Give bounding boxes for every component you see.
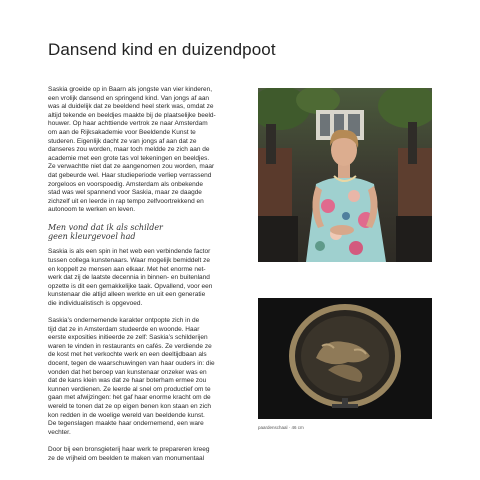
intro-paragraph: Saskia groeide op in Baarn als jongste van vier kinderen, een vrolijk dansend en springend kind. Van jongs af aan was al duidelijk dat ze beeldend heel sterk was, omdat ze altijd tekende en beeldjes maakte bij de plaatselijke beeld- houwer. Op haar achttiende vertrok ze naar Amsterdam om aan de Rijksakademie voor Beeldende Kunst te studeren. Eigenlijk dacht ze van jongs af aan dat ze danseres zou worden, maar toch meldde ze zich aan de academie met een grote tas vol tekeningen en beeldjes. Ze verwachtte niet dat ze aangenomen zou worden, maar dat gebeurde wel. Haar studieperiode verliep verrassend zorgeloos en voorspoedig. Amsterdam als onbekende stad was wel spannend voor Saskia, maar ze daagde zichzelf uit en leerde in rap tempo zelfvoortrekkend en autonoom te werken en leven. — [48, 86, 216, 214]
plate-caption: paardenschaal · 46 cm — [258, 425, 304, 430]
portrait-illustration — [258, 88, 432, 262]
plate-photo — [258, 298, 432, 419]
paragraph-foundry: Door bij een bronsgieterij haar werk te prepareren kreeg ze de vrijheid om beelden te maken van monumentaal — [48, 445, 210, 462]
portrait-photo — [258, 88, 432, 262]
plate-illustration — [258, 298, 432, 419]
page-title: Dansend kind en duizendpoot — [48, 40, 276, 59]
paragraph-entrepreneur: Saskia’s ondernemende karakter ontpopte zich in de tijd dat ze in Amsterdam studeerde en woonde. Haar eerste exposities initieerde ze zelf: Saskia’s schilderijen waren te vinden in restaurants en cafés. Ze verdiende ze de kost met het verkochte werk en een deeltijdbaan als docent, tegen de waarschuwingen van haar ouders in: die vonden dat het beroep van kunstenaar onzeker was en dat de kans klein was dat ze haar boterham ermee zou kunnen verdienen. Ze leerde al snel om productief om te gaan met afwijzingen: het gaf haar enorme kracht om de wereld te tonen dat ze op eigen benen kon staan en zich kon redden in de woelige wereld van beeldende kunst. De tegenslagen maakte haar ondernemend, een ware vechter. — [48, 317, 215, 436]
paragraph-network: Saskia is als een spin in het web een verbindende factor tussen collega kunstenaars. Waar mogelijk bemiddelt ze en koppelt ze mensen aan elkaar. Met het enorme net- werk dat zij de laatste decennia in binnen- en buitenland opzette is dit een gemakkelijke taak. Opvallend, voor een kunstenaar die altijd alleen werkte en uit een generatie die individualistisch is opgevoed. — [48, 248, 213, 307]
subheading: Men vond dat ik als schilder geen kleurgevoel had — [48, 222, 163, 242]
text-column — [48, 86, 248, 463]
